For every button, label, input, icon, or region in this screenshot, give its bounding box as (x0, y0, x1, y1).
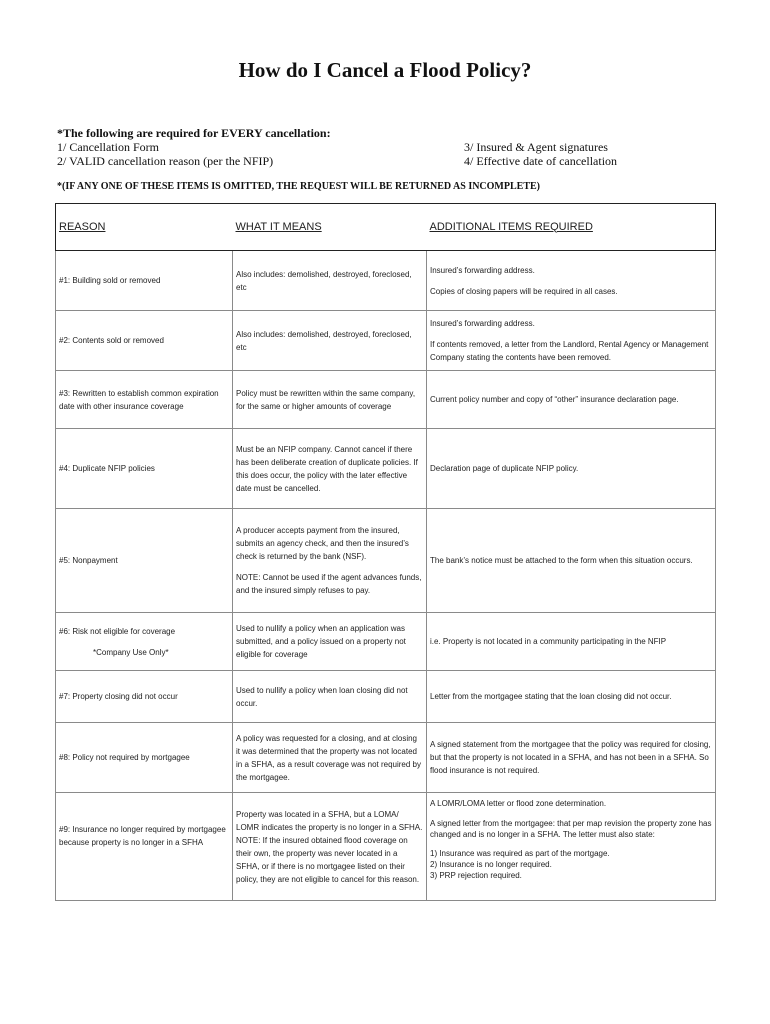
reason-text: #8: Policy not required by mortgagee (59, 753, 190, 762)
reason-cell (56, 371, 233, 429)
means-text: Property was located in a SFHA, but a LOMA/ LOMR indicates the property is no longer in a SFHA. NOTE: If the insured obtained flood coverage on their own, the property was never located in a SFHA, or if there is no mortgagee listed on their policy, they are not eligible to cancel for this reason. (236, 809, 423, 884)
reason-text: #6: Risk not eligible for coverage (59, 626, 176, 636)
means-cell (233, 371, 427, 429)
additional-text: Copies of closing papers will be required in all cases. (430, 286, 618, 296)
additional-cell (427, 371, 716, 429)
table-row (56, 793, 716, 901)
means-cell (233, 793, 427, 901)
page-title: How do I Cancel a Flood Policy? (238, 58, 532, 82)
additional-text: A LOMR/LOMA letter or flood zone determination. (430, 799, 607, 808)
additional-cell (427, 723, 716, 793)
additional-text: Declaration page of duplicate NFIP policy. (430, 464, 579, 473)
table-row (56, 371, 716, 429)
requirement-item-4: 4/ Effective date of cancellation (464, 154, 618, 168)
additional-cell (427, 509, 716, 613)
requirements-heading: *The following are required for EVERY cancellation: (57, 126, 331, 140)
additional-text: If contents removed, a letter from the Landlord, Rental Agency or Management Company stating the contents have been removed. (430, 340, 709, 362)
means-cell (233, 509, 427, 613)
means-cell (233, 429, 427, 509)
means-text: Also includes: demolished, destroyed, foreclosed, etc (236, 329, 412, 352)
means-text: Used to nullify a policy when an application was submitted, and a policy issued on a property not eligible for coverage (236, 624, 406, 659)
reason-text: #1: Building sold or removed (59, 276, 161, 285)
reason-cell (56, 613, 233, 671)
table-row (56, 613, 716, 671)
additional-text: The bank’s notice must be attached to the form when this situation occurs. (430, 556, 693, 565)
means-text: Also includes: demolished, destroyed, foreclosed, etc (236, 269, 412, 292)
means-text: Must be an NFIP company. Cannot cancel if there has been deliberate creation of duplicate policies. If this does occur, the policy with the later effective date must be cancelled. (236, 444, 418, 493)
means-note: NOTE: Cannot be used if the agent advances funds, and the insured simply refuses to pay. (236, 573, 422, 595)
header-additional-items: ADDITIONAL ITEMS REQUIRED (427, 204, 716, 251)
required-statements-list: 1) Insurance was required as part of the mortgage. 2) Insurance is no longer required. 3) PRP rejection required. (430, 849, 610, 880)
incomplete-warning: *(IF ANY ONE OF THESE ITEMS IS OMITTED, THE REQUEST WILL BE RETURNED AS INCOMPLETE) (57, 181, 540, 192)
means-cell (233, 671, 427, 723)
reason-text: #7: Property closing did not occur (59, 692, 178, 701)
reason-text: #5: Nonpayment (59, 556, 118, 565)
requirement-item-1: 1/ Cancellation Form (57, 140, 159, 154)
means-text: A producer accepts payment from the insured, submits an agency check, and then the insured’s check is returned by the bank (NSF). (236, 526, 409, 561)
table-row (56, 429, 716, 509)
additional-cell (427, 613, 716, 671)
additional-cell (427, 671, 716, 723)
requirement-item-2: 2/ VALID cancellation reason (per the NFIP) (57, 154, 274, 168)
means-cell (233, 723, 427, 793)
additional-text: i.e. Property is not located in a community participating in the NFIP (430, 637, 667, 646)
means-text: Policy must be rewritten within the same company, for the same or higher amounts of coverage (236, 388, 416, 411)
additional-cell (427, 429, 716, 509)
additional-cell (427, 251, 716, 311)
means-text: A policy was requested for a closing, and at closing it was determined that the property was not located in a SFHA, as a result coverage was not required by the mortgagee. (236, 733, 421, 782)
means-cell (233, 311, 427, 371)
additional-text: Letter from the mortgagee stating that the loan closing did not occur. (430, 692, 672, 701)
additional-cell (427, 793, 716, 901)
additional-cell (427, 311, 716, 371)
table-row (56, 671, 716, 723)
reason-cell (56, 723, 233, 793)
cancellation-reasons-table (55, 203, 716, 901)
additional-text: Current policy number and copy of “other” insurance declaration page. (430, 395, 679, 404)
additional-text: A signed statement from the mortgagee that the policy was required for closing, but that the property is not located in a SFHA, and has not been in a SFHA. So flood insurance is not required. (430, 740, 711, 775)
header-reason: REASON (56, 204, 233, 251)
additional-text: A signed letter from the mortgagee: that per map revision the property zone has changed and is no longer in a SFHA. The letter must also state: (430, 819, 712, 839)
reason-cell (56, 509, 233, 613)
header-what-it-means: WHAT IT MEANS (233, 204, 427, 251)
requirement-item-3: 3/ Insured & Agent signatures (464, 140, 608, 154)
table-row (56, 723, 716, 793)
reason-cell (56, 793, 233, 901)
reason-text: #3: Rewritten to establish common expiration date with other insurance coverage (59, 388, 219, 411)
means-text: Used to nullify a policy when loan closing did not occur. (236, 685, 408, 708)
additional-text: Insured’s forwarding address. (430, 319, 535, 328)
table-row (56, 311, 716, 371)
means-cell (233, 613, 427, 671)
reason-cell (56, 251, 233, 311)
reason-text: #4: Duplicate NFIP policies (59, 464, 155, 473)
reason-text: #2: Contents sold or removed (59, 336, 164, 345)
reason-text: #9: Insurance no longer required by mortgagee because property is no longer in a SFHA (59, 825, 226, 847)
reason-cell (56, 429, 233, 509)
table-row (56, 251, 716, 311)
means-cell (233, 251, 427, 311)
table-header-row (56, 204, 716, 251)
reason-cell (56, 311, 233, 371)
reason-cell (56, 671, 233, 723)
table-row (56, 509, 716, 613)
company-use-only-note: *Company Use Only* (93, 647, 169, 657)
additional-text: Insured’s forwarding address. (430, 265, 535, 275)
